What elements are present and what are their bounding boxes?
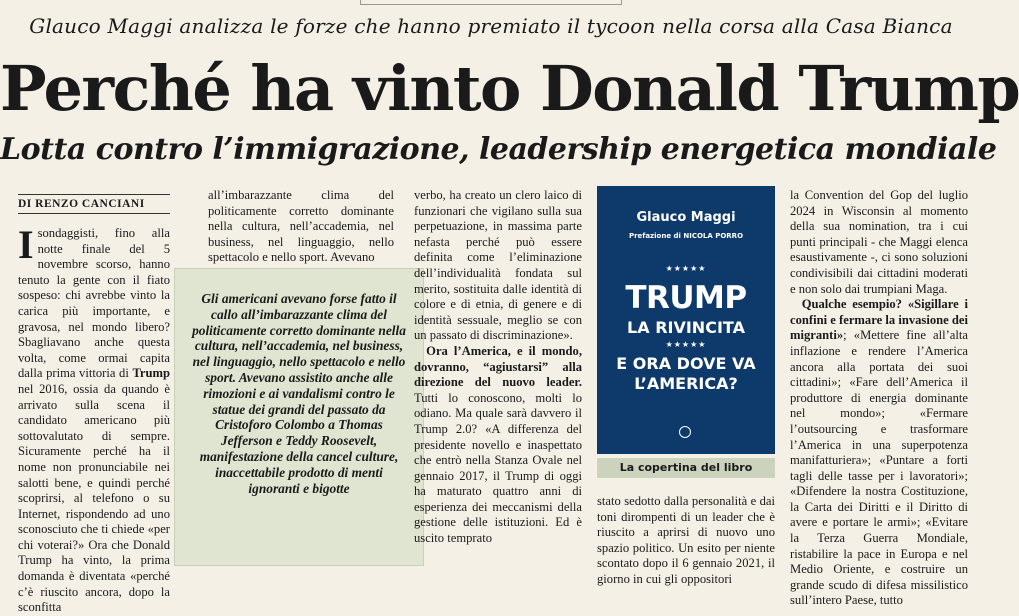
col3b-text: stato sedotto dalla personalità e dai toni dirompenti di un leader che è riuscito a aprirsi di nuovo uno spazio politico. Un esito per niente scontato dopo il 6 gennaio 2021, il giorno in cui gli oppositori xyxy=(597,494,775,586)
publisher-logo-icon xyxy=(679,426,691,438)
pull-quote: Gli americani avevano forse fatto il callo all’imbarazzante clima del politicamente corretto dominante nella cultura, nell’accademia, nel business, nel linguaggio, nello spettacolo e nello sport. Avevano assistito anche alle rimozioni e ai vandalismi contro le statue dei grandi del passato da Cristoforo Colombo a Thomas Jefferson e Teddy Roosevelt, manifestazione della cancel culture, inaccettabile prodotto di menti ignoranti e bigotte xyxy=(174,268,424,566)
book-caption: La copertina del libro xyxy=(597,458,775,478)
book-title-rivincita: LA RIVINCITA xyxy=(627,318,745,337)
col1-text2: nel 2016, ossia da quando è arrivato sulla scena il candidato americano più sottovalutato di sempre. Sicuramente perché ha il nome non pronunciabile nei salotti bene, e quindi perché scoprirsi, al telefono o su Internet, rispondendo ad uno sconosciuto che ti chiede «per chi voterai?» Ora che Donald Trump ha vinto, la prima domanda è diventata «perché c’è riuscito ancora, dopo la sconfitta xyxy=(18,381,170,615)
col3-text1: verbo, ha creato un clero laico di funzionari che vigilano sulla sua perpetuazione, in massima parte nefasta perché può essere definita come l’eliminazione dell’individualità fondata sul merito, sostituita dalle identità di colore e di etnia, di genere e di identità sessuale, meglio se con un passato di discriminazione». xyxy=(414,188,582,343)
book-subtitle: E ORA DOVE VA L’AMERICA? xyxy=(616,354,756,393)
article-column-3b xyxy=(597,494,775,586)
book-preface: Prefazione di NICOLA PORRO xyxy=(628,232,744,240)
byline: DI RENZO CANCIANI xyxy=(18,194,170,214)
col2-text: all’imbarazzante clima del politicamente corretto dominante nella cultura, nell’accademia, nel business, nel linguaggio, nello spettacolo e nello sport. Avevano xyxy=(208,188,394,265)
top-rule xyxy=(360,0,622,5)
col4-text1: la Convention del Gop del luglio 2024 in Wisconsin al momento della sua nomination, tra i cui punti principali - che Maggi elenca esaustivamente -, ci sono soluzioni condivisibili dai cittadini moderati e non solo dai trumpiani Maga. xyxy=(790,188,968,296)
col1-bold: Trump xyxy=(132,366,170,381)
col4-text2: ; «Mettere fine all’alta inflazione e rendere l’America ancora alla portata dei suoi cittadini»; «Fare dell’America il produttore di energia dominante nel mondo»; «Fermare l’outsourcing e trasformare l’America in una superpotenza manifatturiera»; «Puntare a forti tagli delle tasse per i lavoratori»; «Difendere la nostra Costituzione, la Carta dei Diritti e il Diritto di avere e portare le armi»; «Evitare la Terza Guerra Mondiale, ristabilire la pace in Europa e nel Medio Oriente, e costruire un grande scudo di difesa missilistico sull’intero Paese, tutto xyxy=(790,328,968,608)
drop-cap: I xyxy=(18,222,34,267)
col3-bold: Ora l’America, e il mondo, dovranno, “agiustarsi” alla direzione del nuovo leader. xyxy=(414,343,582,390)
book-title-trump: TRUMP xyxy=(625,280,747,316)
col4-bold: Qualche esempio? «Sigillare i confini e fermare la invasione dei migranti» xyxy=(790,297,969,343)
book-author: Glauco Maggi xyxy=(636,210,736,225)
article-column-3 xyxy=(414,188,582,570)
article-column-4 xyxy=(790,188,969,608)
headline: Perché ha vinto Donald Trump xyxy=(0,52,1019,125)
article-column-1 xyxy=(18,222,170,615)
kicker: Glauco Maggi analizza le forze che hanno premiato il tycoon nella corsa alla Casa Bianca xyxy=(29,14,953,38)
subheadline: Lotta contro l’immigrazione, leadership energetica mondiale xyxy=(0,132,997,167)
col3-text2: Tutti lo conoscono, molti lo odiano. Ma quale sarà davvero il Trump 2.0? «A differenza del presidente novello e inaspettato che entrò nella Stanza Ovale nel gennaio 2017, il Trump di oggi ha maturato quattro anni di esperienza dei meccanismi della gestione delle istituzioni. Ed è uscito temprato xyxy=(414,390,582,546)
book-cover xyxy=(597,186,775,454)
article-column-2 xyxy=(208,188,394,266)
col1-text1: sondaggisti, fino alla notte finale del 5 novembre scorso, hanno tenuto la gente con il fiato sospeso: chi avrebbe vinto la carica più importante, e gravosa, nel mondo libero? Sbagliavano anche questa volta, come ormai capita dalla prima vittoria di xyxy=(18,226,170,381)
book-stars-bottom: ★★★★★ xyxy=(665,340,707,349)
book-stars-top: ★★★★★ xyxy=(665,264,707,273)
